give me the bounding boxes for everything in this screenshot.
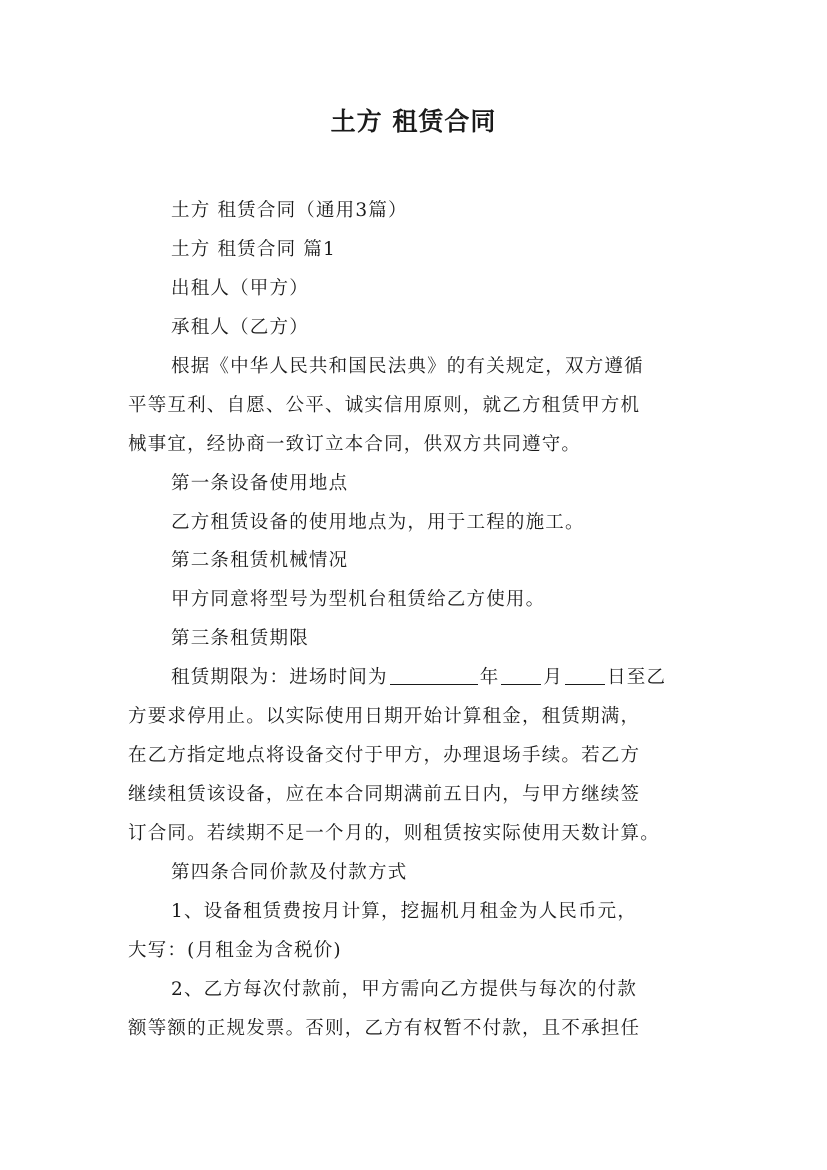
fill-blank-date[interactable] (390, 666, 478, 685)
article-4-heading: 第四条合同价款及付款方式 (171, 861, 408, 883)
fill-blank-month[interactable] (501, 666, 541, 685)
paragraph-line-19: 1、设备租赁费按月计算，挖掘机月租金为人民币元， (171, 900, 638, 922)
paragraph-line-15: 在乙方指定地点将设备交付于甲方，办理退场手续。若乙方 (128, 745, 641, 767)
paragraph-line-16: 继续租赁该设备，应在本合同期满前五日内，与甲方继续签 (128, 784, 641, 806)
fill-blank-day[interactable] (565, 666, 605, 685)
article-3-heading: 第三条租赁期限 (171, 628, 309, 650)
lease-term-line (128, 659, 716, 698)
paragraph-line-17: 订合同。若续期不足一个月的，则租赁按实际使用天数计算。 (128, 823, 660, 844)
paragraph-line-1: 土方 租赁合同（通用3篇） (171, 200, 408, 221)
party-lessee-line: 承租人（乙方） (171, 316, 309, 338)
paragraph-line-5: 根据《中华人民共和国民法典》的有关规定，双方遵循 (171, 355, 644, 377)
party-lessor-line: 出租人（甲方） (171, 277, 309, 299)
paragraph-line-11: 甲方同意将型号为型机台租赁给乙方使用。 (171, 589, 546, 611)
article-1-heading: 第一条设备使用地点 (171, 472, 349, 494)
paragraph-line-6: 平等互利、自愿、公平、诚实信用原则，就乙方租赁甲方机 (128, 394, 641, 416)
document-body (128, 192, 716, 1049)
lease-term-text-3: 月 (543, 667, 564, 689)
lease-term-text-4: 日至乙 (607, 667, 667, 689)
paragraph-line-20: 大写：(月租金为含税价) (128, 939, 342, 961)
article-2-heading: 第二条租赁机械情况 (171, 550, 349, 572)
paragraph-line-21: 2、乙方每次付款前，甲方需向乙方提供与每次的付款 (171, 978, 638, 1000)
paragraph-line-14: 方要求停用止。以实际使用日期开始计算租金，租赁期满， (128, 706, 641, 728)
document-title: 土方 租赁合同 (330, 107, 497, 136)
paragraph-line-22: 额等额的正规发票。否则，乙方有权暂不付款，且不承担任 (128, 1017, 641, 1039)
paragraph-line-9: 乙方租赁设备的使用地点为，用于工程的施工。 (171, 511, 585, 533)
lease-term-text-2: 年 (479, 667, 500, 689)
paragraph-line-2: 土方 租赁合同 篇1 (171, 238, 337, 260)
paragraph-line-7: 械事宜，经协商一致订立本合同，供双方共同遵守。 (128, 433, 582, 455)
lease-term-text-1: 租赁期限为：进场时间为 (171, 667, 388, 689)
